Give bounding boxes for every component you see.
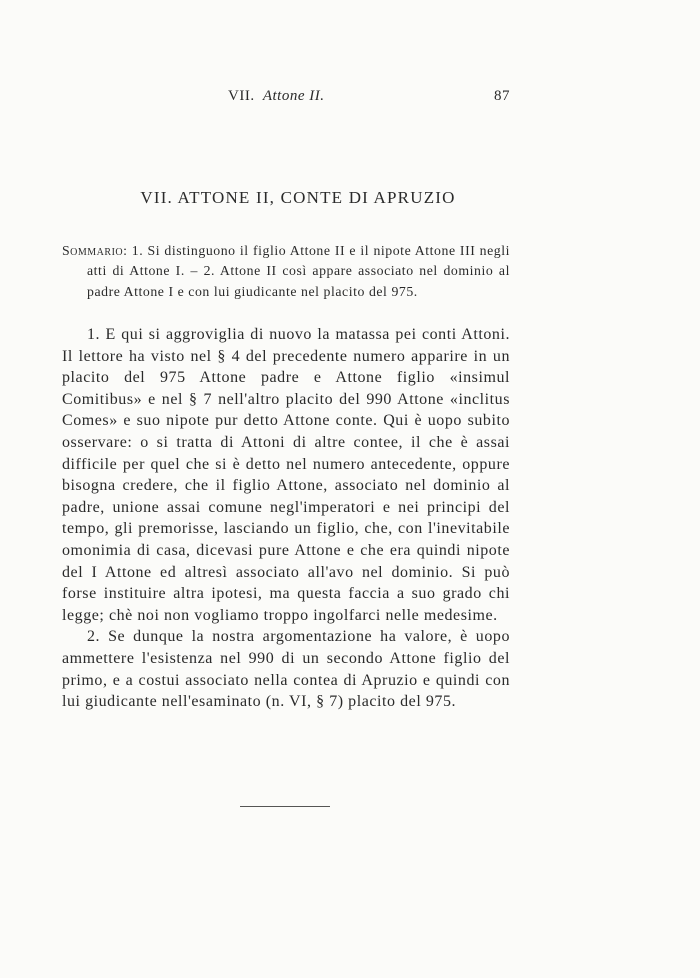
running-chapter-name: Attone II. <box>262 88 325 104</box>
running-chapter-number: VII. <box>228 88 255 104</box>
body-text <box>62 324 510 713</box>
summary-text: 1. Si distinguono il figlio Attone II e il nipote Attone III negli atti di Attone I. – 2. Attone II così appare associato nel dominio al padre Attone I e con lui giudicante nel placito del 975. <box>87 243 510 299</box>
running-title <box>228 88 324 105</box>
paragraph-1: 1. E qui si aggroviglia di nuovo la matassa pei conti Attoni. Il lettore ha visto nel § 4 del precedente numero apparire in un placito del 975 Attone padre e Attone figlio «insimul Comitibus» e nel § 7 nell'altro placito del 990 Attone «inclitus Comes» e suo nipote pur detto Attone conte. Qui è uopo subito osservare: o si tratta di Attoni di altre contee, il che è assai difficile per quel che si è detto nel numero antecedente, oppure bisogna credere, che il figlio Attone, associato nel dominio al padre, unione assai comune negl'imperatori e nei principi del tempo, gli premorisse, lasciando un figlio, che, con l'inevitabile omonimia di casa, dicevasi pure Attone e che era quindi nipote del I Attone ed altresì associato all'avo nel dominio. Si può forse instituire altra ipotesi, ma questa faccia a suo grado chi legge; chè noi non vogliamo troppo ingolfarci nelle medesime. <box>62 326 510 624</box>
page-number: 87 <box>494 88 510 104</box>
chapter-title: VII. ATTONE II, CONTE DI APRUZIO <box>140 188 456 207</box>
summary-label: Sommario: <box>62 243 128 258</box>
section-end-rule <box>240 806 330 807</box>
chapter-summary <box>62 241 510 302</box>
paragraph-2: 2. Se dunque la nostra argomentazione ha valore, è uopo ammettere l'esistenza nel 990 di un secondo Attone figlio del primo, e a costui associato nella contea di Apruzio e quindi con lui giudicante nell'esaminato (n. VI, § 7) placito del 975. <box>62 628 510 711</box>
